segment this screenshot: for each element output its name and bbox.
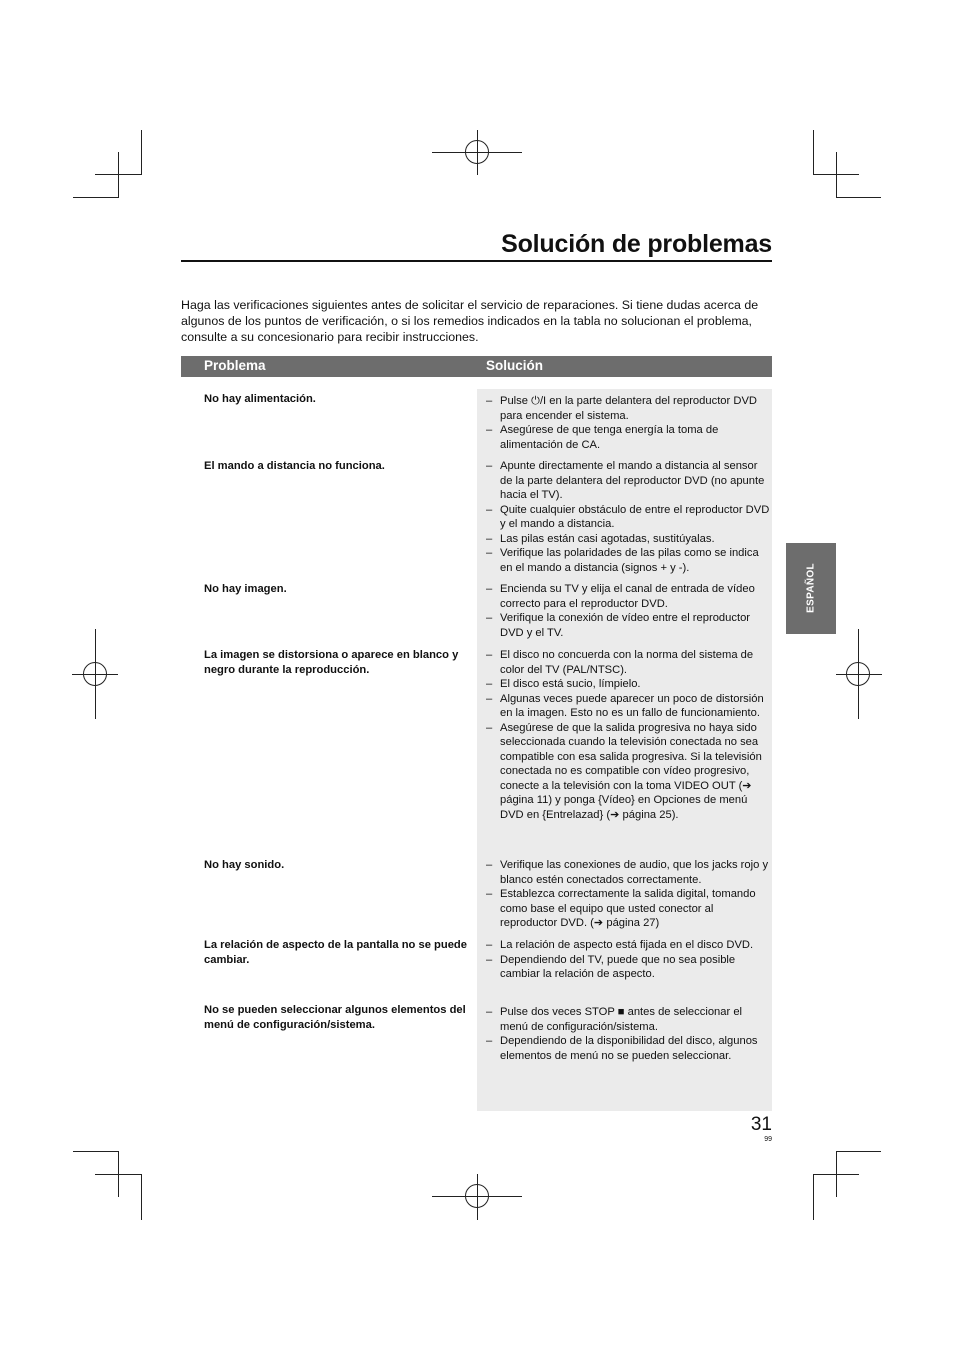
solution-item: – Dependiendo del TV, puede que no sea posible cambiar la relación de aspecto. bbox=[486, 953, 770, 982]
title-divider bbox=[181, 260, 772, 262]
solution-list bbox=[486, 648, 770, 822]
solution-item: – Asegúrese de que la salida progresiva no haya sido seleccionada cuando la televisión conectada no sea compatible con esa salida progresiva. Si la televisión conectada no es compatible con vídeo progresivo, conecte a la televisión con la toma VIDEO OUT (➔ página 11) y ponga {Vídeo} en Opciones de menú DVD en {Entrelazad} (➔ página 25). bbox=[486, 721, 770, 823]
solution-item: – Pulse dos veces STOP ■ antes de seleccionar el menú de configuración/sistema. bbox=[486, 1005, 770, 1034]
page-title: Solución de problemas bbox=[501, 230, 772, 258]
solution-item: – Pulse ⏻/I en la parte delantera del reproductor DVD para encender el sistema. bbox=[486, 394, 770, 423]
solution-list bbox=[486, 459, 770, 575]
problem-no-image: No hay imagen. bbox=[204, 583, 287, 595]
solution-item: – Apunte directamente el mando a distancia al sensor de la parte delantera del reproductor DVD (no apunte hacia el TV). bbox=[486, 459, 770, 503]
header-solution: Solución bbox=[486, 358, 543, 373]
solution-item: – Algunas veces puede aparecer un poco de distorsión en la imagen. Esto no es un fallo de funcionamiento. bbox=[486, 692, 770, 721]
language-tab bbox=[786, 543, 836, 634]
solution-item: – Dependiendo de la disponibilidad del disco, algunos elementos de menú no se pueden seleccionar. bbox=[486, 1034, 770, 1063]
page-sub-number: 99 bbox=[764, 1136, 772, 1143]
solution-list bbox=[486, 858, 770, 931]
page-number: 31 bbox=[750, 1114, 772, 1135]
problem-menu-items: No se pueden seleccionar algunos elementos del menú de configuración/sistema. bbox=[204, 1004, 466, 1031]
solution-item: – El disco no concuerda con la norma del sistema de color del TV (PAL/NTSC). bbox=[486, 648, 770, 677]
solution-item: – El disco está sucio, límpielo. bbox=[486, 677, 770, 692]
header-problem: Problema bbox=[204, 358, 266, 373]
solution-item: – Verifique las polaridades de las pilas como se indica en el mando a distancia (signos + y -). bbox=[486, 546, 770, 575]
solution-item: – Las pilas están casi agotadas, sustitúyalas. bbox=[486, 532, 770, 547]
solution-item: – Quite cualquier obstáculo de entre el reproductor DVD y el mando a distancia. bbox=[486, 503, 770, 532]
solution-list bbox=[486, 938, 770, 982]
solution-item: – Encienda su TV y elija el canal de entrada de vídeo correcto para el reproductor DVD. bbox=[486, 582, 770, 611]
language-tab-label: ESPAÑOL bbox=[805, 563, 817, 613]
solution-list bbox=[486, 582, 770, 640]
problem-no-power: No hay alimentación. bbox=[204, 393, 316, 405]
problem-distortion: La imagen se distorsiona o aparece en blanco y negro durante la reproducción. bbox=[204, 649, 459, 676]
intro-paragraph: Haga las verificaciones siguientes antes de solicitar el servicio de reparaciones. Si tiene dudas acerca de algunos de los puntos de verificación, o si los remedios indicados en la tabla no solucionan el problema, consulte a su concesionario para recibir instrucciones. bbox=[181, 298, 759, 344]
solution-item: – Verifique las conexiones de audio, que los jacks rojo y blanco estén conectados correctamente. bbox=[486, 858, 770, 887]
solution-item: – Asegúrese de que tenga energía la toma de alimentación de CA. bbox=[486, 423, 770, 452]
problem-remote: El mando a distancia no funciona. bbox=[204, 460, 385, 472]
solution-item: – Establezca correctamente la salida digital, tomando como base el equipo que usted conector al reproductor DVD. (➔ página 27) bbox=[486, 887, 770, 931]
solution-list bbox=[486, 1005, 770, 1063]
problem-no-sound: No hay sonido. bbox=[204, 859, 285, 871]
solution-item: – Verifique la conexión de vídeo entre el reproductor DVD y el TV. bbox=[486, 611, 770, 640]
solution-list bbox=[486, 394, 770, 452]
problem-aspect-ratio: La relación de aspecto de la pantalla no se puede cambiar. bbox=[204, 939, 467, 966]
table-header bbox=[181, 356, 772, 377]
solution-item: – La relación de aspecto está fijada en el disco DVD. bbox=[486, 938, 770, 953]
